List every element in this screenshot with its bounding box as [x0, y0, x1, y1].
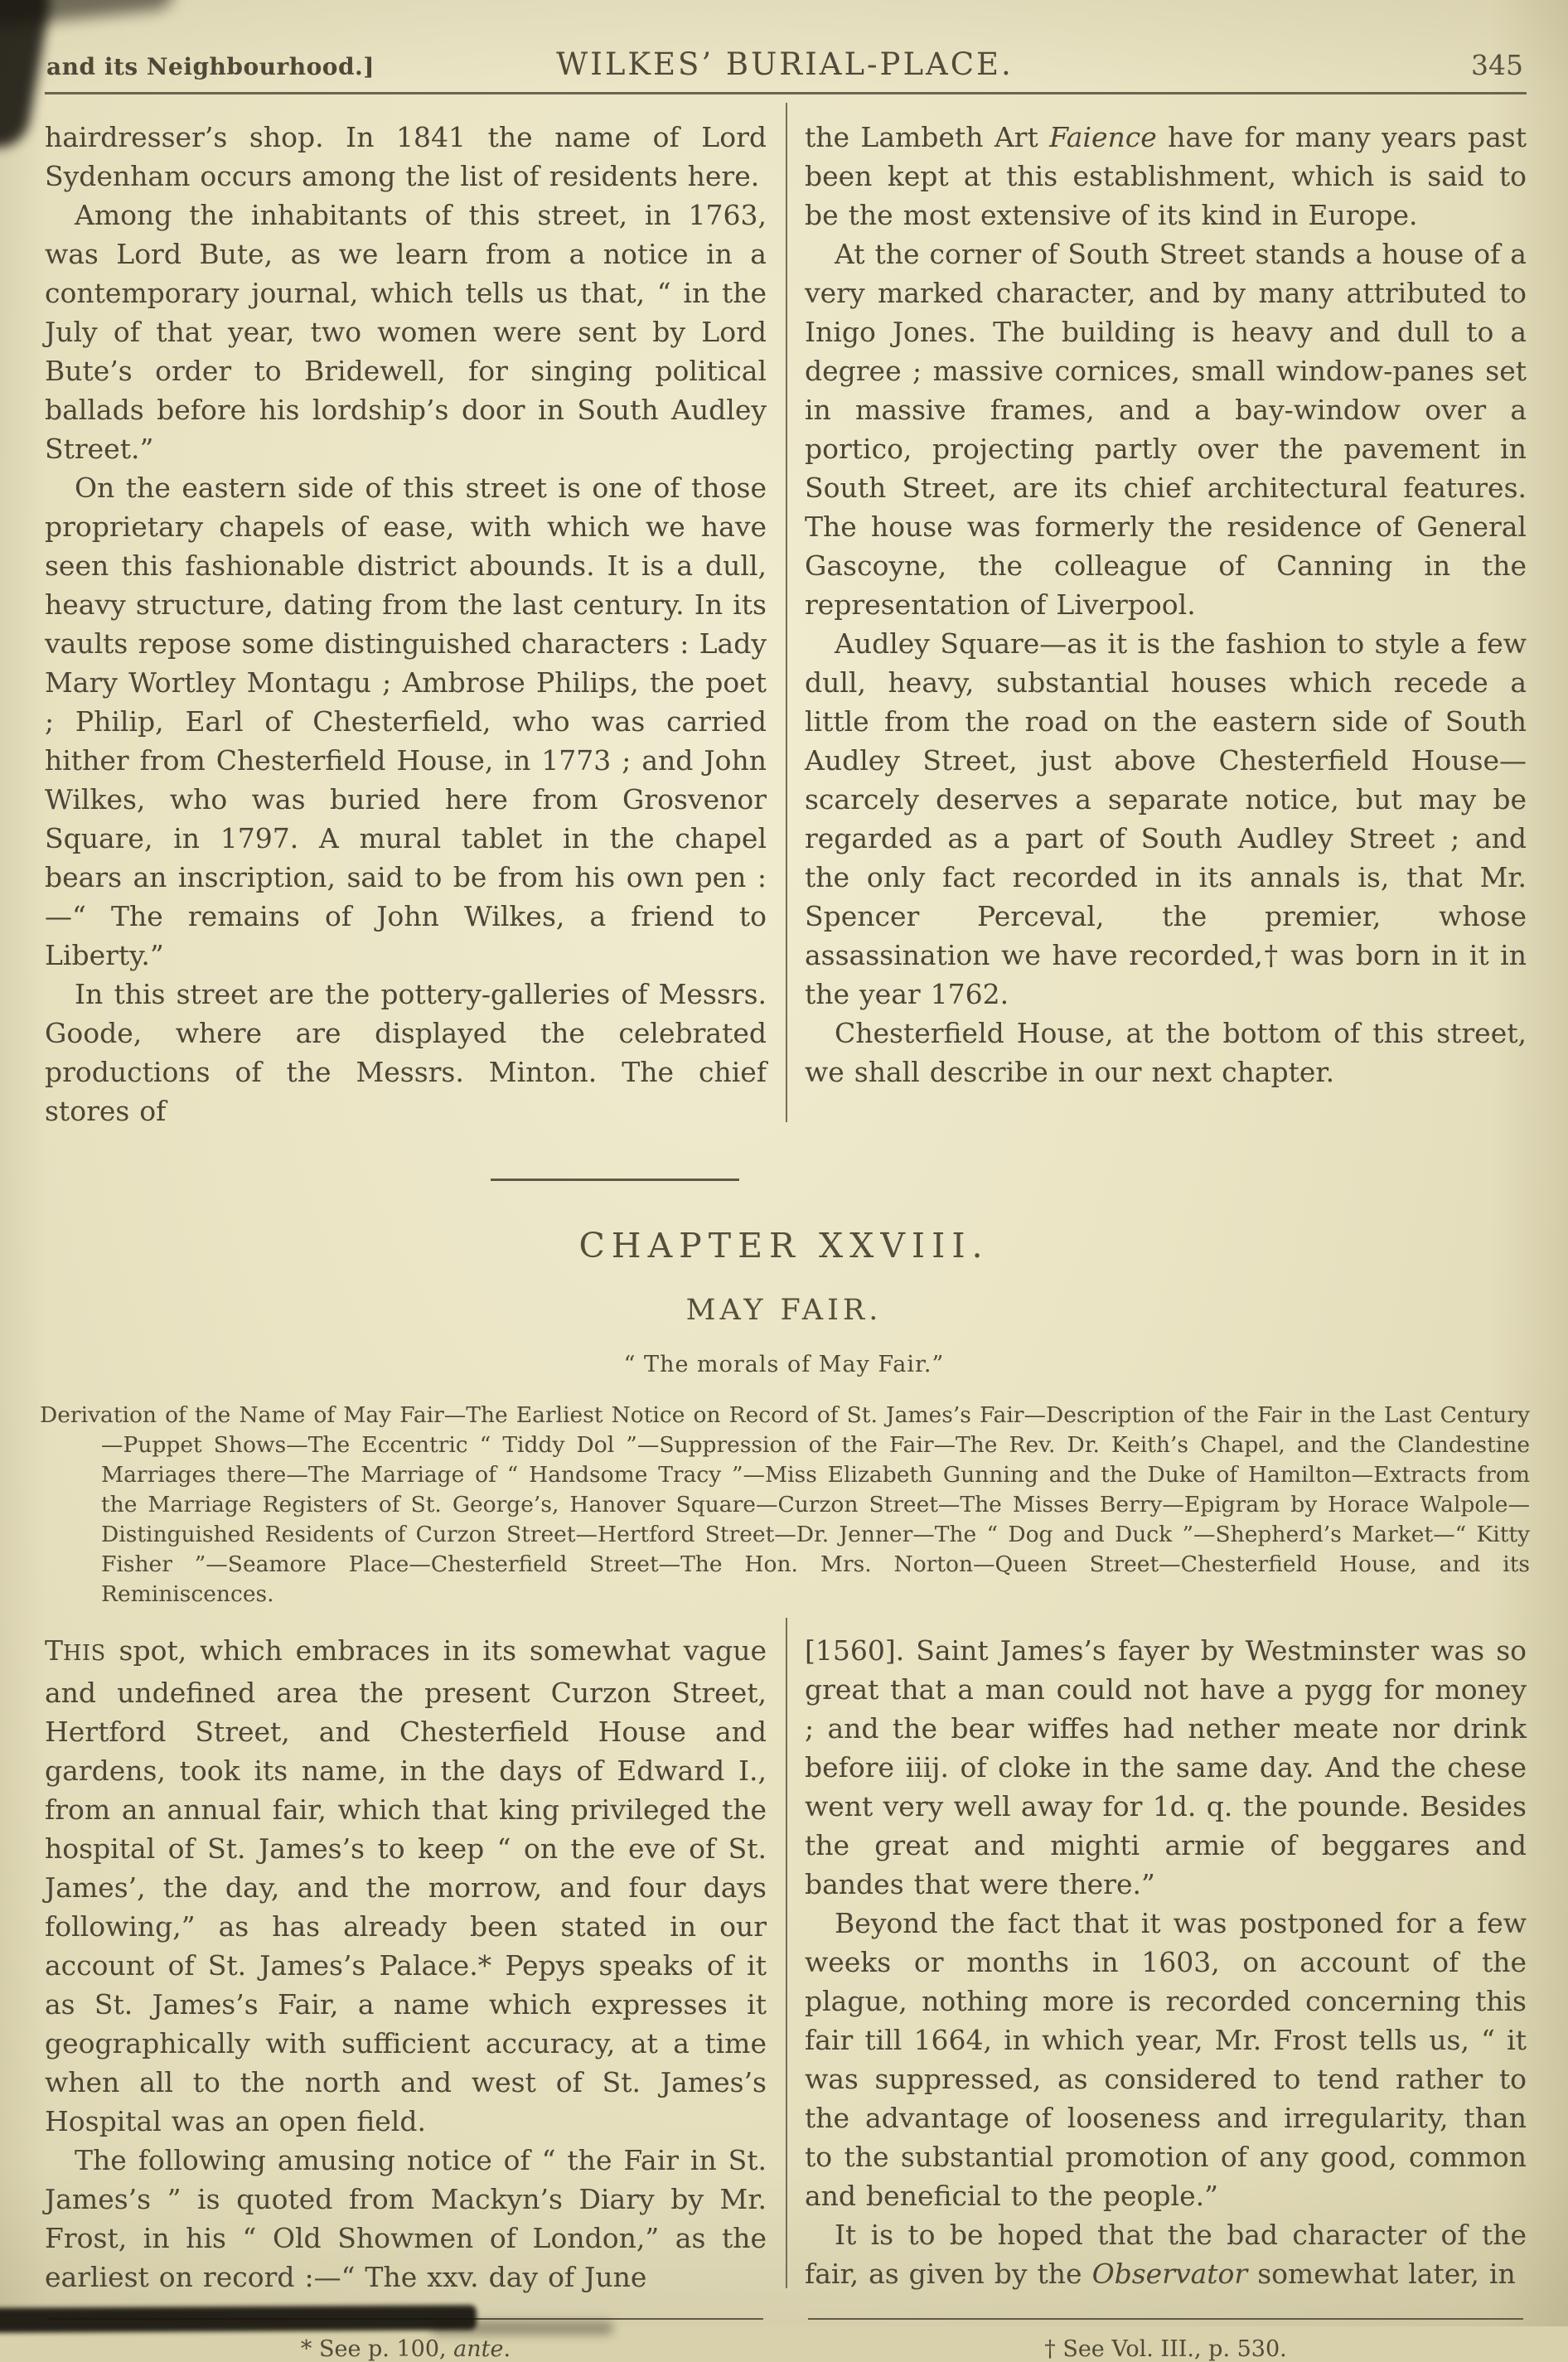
footnote-rule-right: [808, 2318, 1523, 2320]
scan-edge-artifact-bottom-faint: [431, 2321, 613, 2335]
paragraph: The following amusing notice of “ the Fair in St. James’s ” is quoted from Mackyn’s Diary by Mr. Frost, in his “ Old Showmen of London,” as the earliest on record :—“ The xxv. day of June: [45, 2144, 767, 2293]
scan-edge-artifact-bottom: [0, 2305, 477, 2333]
text-section-bottom: [0, 1609, 1568, 2297]
page-number: 345: [1471, 49, 1523, 81]
paragraph: hairdresser’s shop. In 1841 the name of Lord Sydenham occurs among the list of residents here.: [45, 121, 767, 192]
paragraph: Among the inhabitants of this street, in 1763, was Lord Bute, as we learn from a notice in a contemporary journal, which tells us that, “ in the July of that year, two women were sent by Lord Bute’s order to Bridewell, for singing political ballads before his lordship’s door in South Audley Street.”: [45, 199, 767, 465]
footnote-text-left: * See p. 100, ante.: [300, 2336, 511, 2362]
paragraph: Chesterfield House, at the bottom of this street, we shall describe in our next chapter.: [805, 1017, 1527, 1088]
paragraph: THIS spot, which embraces in its somewhat vague and undefined area the present Curzon Street, Hertford Street, and Chesterfield House and gardens, took its name, in the days of Edward I., from an annual fair, which that king privileged the hospital of St. James’s to keep “ on the eve of St. James’, the day, and the morrow, and four days following,” as has already been stated in our account of St. James’s Palace.* Pepys speaks of it as St. James’s Fair, a name which expresses it geographically with sufficient accuracy, at a time when all to the north and west of St. James’s Hospital was an open field.: [45, 1634, 767, 2137]
chapter-subtitle: MAY FAIR.: [685, 1294, 883, 1327]
running-title-left: and its Neighbourhood.]: [46, 53, 375, 80]
paragraph: On the eastern side of this street is one of those proprietary chapels of ease, with which we have seen this fashionable district abounds. It is a dull, heavy structure, dating from the last century. In its vaults repose some distinguished characters : Lady Mary Wortley Montagu ; Ambrose Philips, the poet ; Philip, Earl of Chesterfield, who was carried hither from Chesterfield House, in 1773 ; and John Wilkes, who was buried here from Grosvenor Square, in 1797. A mural tablet in the chapel bears an inscription, said to be from his own pen :—“ The remains of John Wilkes, a friend to Liberty.”: [45, 472, 767, 971]
paragraph: It is to be hoped that the bad character of the fair, as given by the Observator somewhat later, in: [805, 2219, 1527, 2290]
paragraph: [1560]. Saint James’s fayer by Westminster was so great that a man could not have a pygg for money ; and the bear wiffes had nether meate nor drink before iiij. of cloke in the same day. And the chese went very well away for 1d. q. the pounde. Besides the great and mighti armie of beggares and bandes that were there.”: [805, 1634, 1527, 1900]
column-left: [45, 118, 767, 1130]
paragraph: At the corner of South Street stands a house of a very marked character, and by many attributed to Inigo Jones. The building is heavy and dull to a degree ; massive cornices, small window-panes set in massive frames, and a bay-window over a portico, projecting partly over the pavement in South Street, are its chief architectural features. The house was formerly the residence of General Gascoyne, the colleague of Canning in the representation of Liverpool.: [805, 238, 1527, 621]
column-right: [805, 118, 1527, 1130]
footnote-right: [805, 2318, 1527, 2362]
footnote-text-right: † See Vol. III., p. 530.: [1044, 2336, 1287, 2362]
running-title-center: WILKES’ BURIAL-PLACE.: [556, 46, 1014, 82]
paragraph: Audley Square—as it is the fashion to style a few dull, heavy, substantial houses which recede a little from the road on the eastern side of South Audley Street, just above Chesterfield House—scarcely deserves a separate notice, but may be regarded as a part of South Audley Street ; and the only fact recorded in its annals is, that Mr. Spencer Perceval, the premier, whose assassination we have recorded,† was born in it in the year 1762.: [805, 627, 1527, 1010]
chapter-epigraph: “ The morals of May Fair.”: [623, 1352, 945, 1377]
paragraph: In this street are the pottery-galleries of Messrs. Goode, where are displayed the celebrated productions of the Messrs. Minton. The chief stores of: [45, 978, 767, 1127]
column-right: [805, 1631, 1527, 2297]
text-section-top: [0, 94, 1568, 1130]
page-header: [0, 0, 1568, 82]
paragraph: Beyond the fact that it was postponed for a few weeks or months in 1603, on account of the plague, nothing more is recorded concerning this fair till 1664, in which year, Mr. Frost tells us, “ it was suppressed, as considered to tend rather to the advantage of looseness and irregularity, than to the substantial promotion of any good, common and beneficial to the people.”: [805, 1907, 1527, 2212]
chapter-title: CHAPTER XXVIII.: [578, 1226, 990, 1266]
section-separator-rule: [491, 1179, 739, 1181]
chapter-summary: Derivation of the Name of May Fair—The Earliest Notice on Record of St. James’s Fair—Description of the Fair in the Last Century—Puppet Shows—The Eccentric “ Tiddy Dol ”—Suppression of the Fair—The Rev. Dr. Keith’s Chapel, and the Clandestine Marriages there—The Marriage of “ Handsome Tracy ”—Miss Elizabeth Gunning and the Duke of Hamilton—Extracts from the Marriage Registers of St. George’s, Hanover Square—Curzon Street—The Misses Berry—Epigram by Horace Walpole—Distinguished Residents of Curzon Street—Hertford Street—Dr. Jenner—The “ Dog and Duck ”—Shepherd’s Market—“ Kitty Fisher ”—Seamore Place—Chesterfield Street—The Hon. Mrs. Norton—Queen Street—Chesterfield House, and its Reminiscences.: [40, 1402, 1530, 1607]
chapter-heading: [0, 1226, 1568, 1609]
column-left: [45, 1631, 767, 2297]
paragraph: the Lambeth Art Faience have for many years past been kept at this establishment, which is said to be the most extensive of its kind in Europe.: [805, 121, 1527, 231]
